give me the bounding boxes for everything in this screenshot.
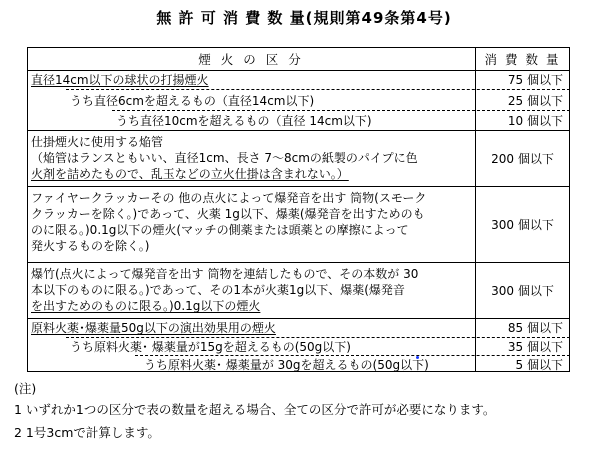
row-firecracker-qty: 300 個以下	[491, 218, 554, 232]
row-divider	[112, 110, 570, 111]
row-effect-qty: 85 個以下	[507, 321, 563, 335]
row-lance-line-1: 仕掛煙火に使用する焔管	[31, 135, 164, 149]
row-effect-15g: うち原料火薬･ 爆薬量が15gを超えるもの(50g以下)	[70, 340, 351, 354]
row-ball-shell-6cm: うち直径6cmを超えるもの（直径14cm以下)	[70, 94, 315, 108]
page-title: 無 許 可 消 費 数 量(規則第49条第4号)	[156, 9, 452, 27]
row-effect-label: 原料火薬･爆薬量50g以下の演出効果用の煙火	[31, 321, 276, 335]
row-ball-shell-label: 直径14cm以下の球状の打揚煙火	[31, 73, 209, 87]
row-lance-line-3: 火剤を詰めたもので、乱玉などの立火仕掛は含まれない。）	[31, 167, 349, 181]
row-ball-shell-6cm-qty: 25 個以下	[507, 94, 563, 108]
header-category: 煙 火 の 区 分	[198, 52, 304, 67]
row-firecracker-line-2: クラッカーを除く。)であって、火薬 1g以下、爆薬(爆発音を出すためのも	[31, 207, 425, 221]
row-divider	[66, 89, 570, 90]
group-divider	[27, 186, 570, 187]
row-firecracker-line-1: ファイヤークラッカーその 他の点火によって爆発音を出す 筒物(スモーク	[31, 191, 427, 205]
row-lance	[31, 134, 471, 182]
group-divider	[27, 318, 570, 319]
row-lance-line-2: （焔管はランスともいい、直径1cm、長さ 7～8cmの紙製のパイプに色	[31, 151, 418, 165]
row-lance-qty: 200 個以下	[491, 152, 554, 166]
header-quantity: 消 費 数 量	[484, 52, 561, 67]
row-ball-shell	[31, 72, 471, 88]
note-item-1: 1 いずれか1つの区分で表の数量を超える場合、全ての区分で許可が必要になります。	[14, 402, 496, 417]
row-firecracker	[31, 190, 471, 254]
row-ball-shell-10cm-qty: 10 個以下	[507, 114, 563, 128]
row-firecracker-line-4: 発火するものを除く。)	[31, 239, 150, 253]
header-divider	[27, 70, 570, 71]
row-bakuchiku-line-2: 本以下のものに限る。)であって、その1本が火薬1g以下、爆薬(爆発音	[31, 283, 405, 297]
row-effect-30g-qty: 5 個以下	[515, 358, 563, 372]
row-ball-shell-qty: 75 個以下	[507, 73, 563, 87]
group-divider	[27, 130, 570, 131]
row-ball-shell-10cm: うち直径10cmを超えるもの（直径 14cm以下)	[116, 114, 372, 128]
row-bakuchiku-line-1: 爆竹(点火によって爆発音を出す 筒物を連結したもので、その本数が 30	[31, 267, 419, 281]
row-effect-30g: うち原料火薬･ 爆薬量が 30gを超えるもの(50g以下)	[144, 358, 429, 372]
row-bakuchiku-line-3: を出すためのものに限る。)0.1g以下の煙火	[31, 299, 261, 313]
row-bakuchiku	[31, 266, 471, 314]
row-effect-15g-qty: 35 個以下	[507, 340, 563, 354]
row-bakuchiku-qty: 300 個以下	[491, 284, 554, 298]
note-item-2: 2 1号3cmで計算します。	[14, 425, 160, 440]
row-divider	[135, 355, 570, 356]
group-divider	[27, 262, 570, 263]
row-effect	[31, 320, 471, 336]
row-firecracker-line-3: のに限る。)0.1g以下の煙火(マッチの側薬または頭薬との摩擦によって	[31, 223, 409, 237]
notes-heading: (注)	[14, 381, 37, 396]
row-divider	[66, 337, 570, 338]
